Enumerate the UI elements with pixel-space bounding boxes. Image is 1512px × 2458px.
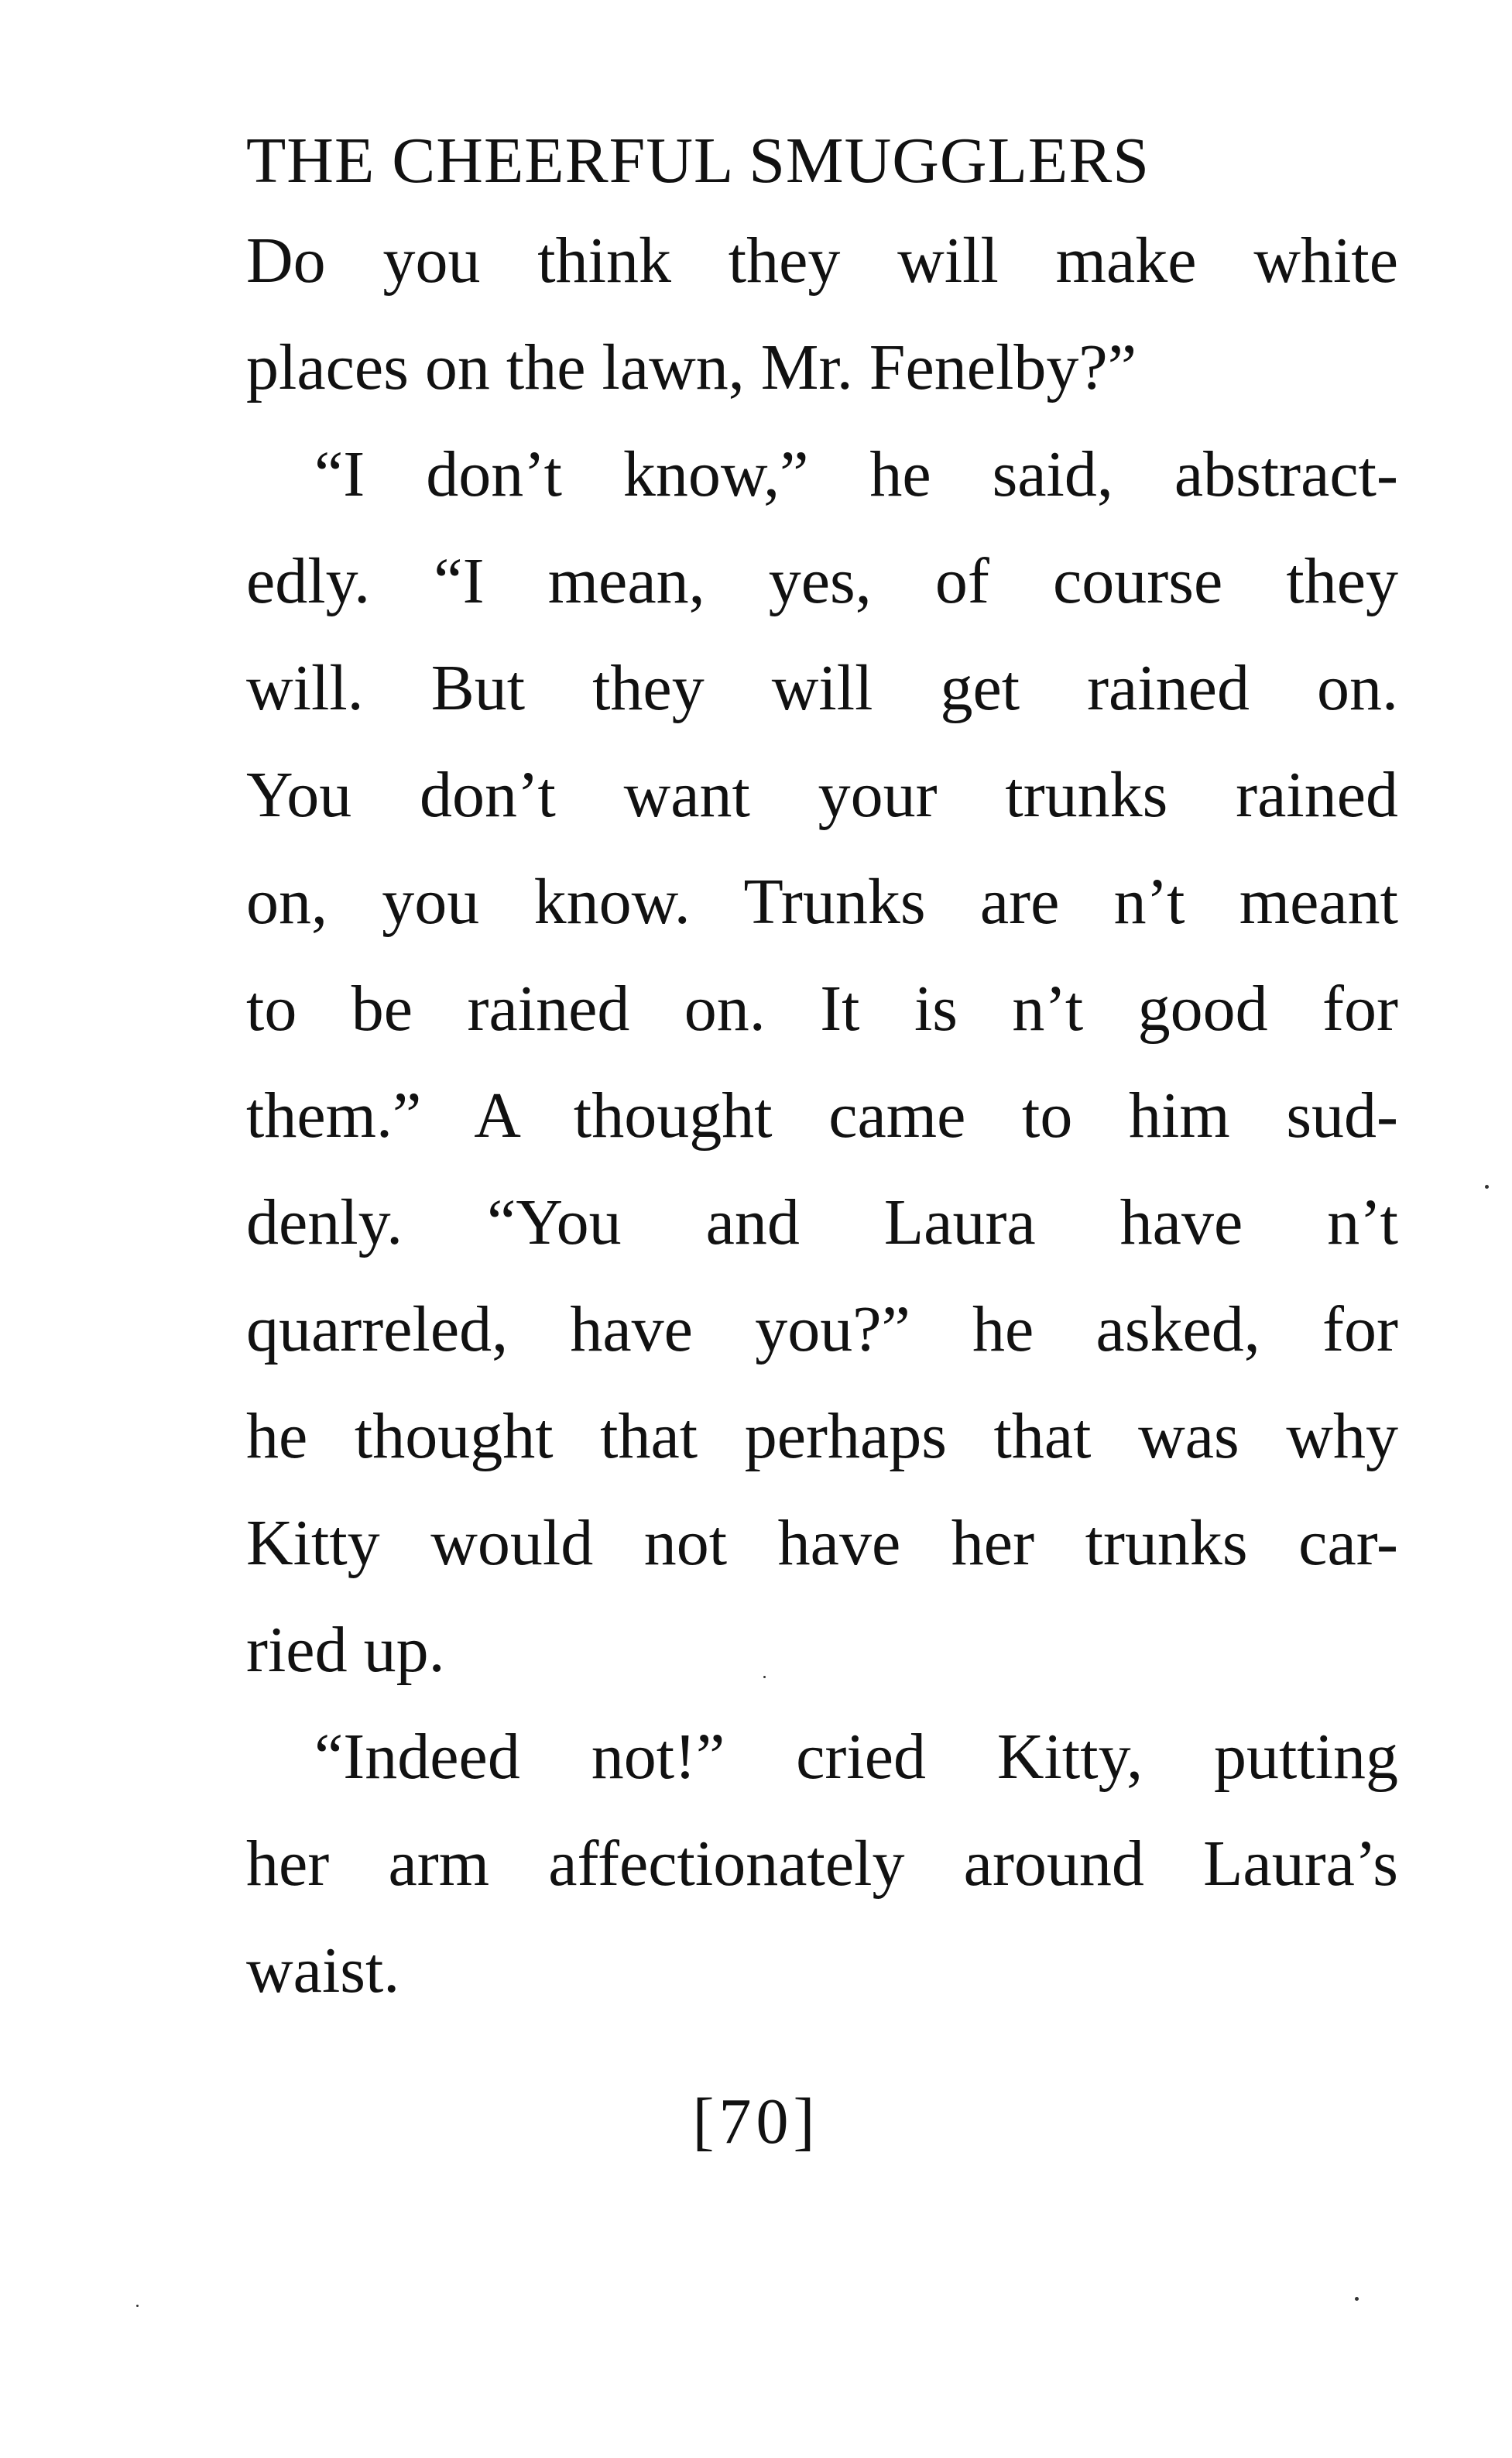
text-line: edly. “I mean, yes, of course they [246, 545, 1398, 617]
text-line: he thought that perhaps that was why [246, 1400, 1398, 1472]
text-line: ried up. [246, 1614, 445, 1686]
paragraph [246, 1704, 1398, 2024]
text-line: You don’t want your trunks rained [246, 759, 1398, 831]
text-line: Do you think they will make white [246, 225, 1398, 297]
page-number: [70] [692, 2086, 820, 2158]
scan-speck [136, 2305, 139, 2307]
text-line: “Indeed not!” cried Kitty, putting [314, 1721, 1398, 1793]
text-line: will. But they will get rained on. [246, 652, 1398, 724]
text-line: her arm affectionately around Laura’s [246, 1828, 1398, 1900]
book-page [246, 115, 1398, 2024]
scan-speck [1355, 2297, 1359, 2301]
paragraph [246, 421, 1398, 1704]
text-line: to be rained on. It is n’t good for [246, 973, 1398, 1045]
scan-speck [1485, 1185, 1489, 1189]
text-line: waist. [246, 1934, 400, 2007]
text-line: quarreled, have you?” he asked, for [246, 1293, 1398, 1365]
text-line: them.” A thought came to him sud- [246, 1080, 1398, 1152]
paragraph [246, 208, 1398, 421]
text-line: on, you know. Trunks are n’t meant [246, 866, 1398, 938]
text-line: “I don’t know,” he said, abstract- [314, 438, 1398, 510]
text-line: Kitty would not have her trunks car- [246, 1507, 1398, 1579]
body-text [246, 208, 1398, 2024]
running-head: THE CHEERFUL SMUGGLERS [246, 125, 1150, 197]
text-line: places on the lawn, Mr. Fenelby?” [246, 331, 1137, 403]
text-line: denly. “You and Laura have n’t [246, 1186, 1398, 1258]
scan-speck [763, 1676, 766, 1678]
